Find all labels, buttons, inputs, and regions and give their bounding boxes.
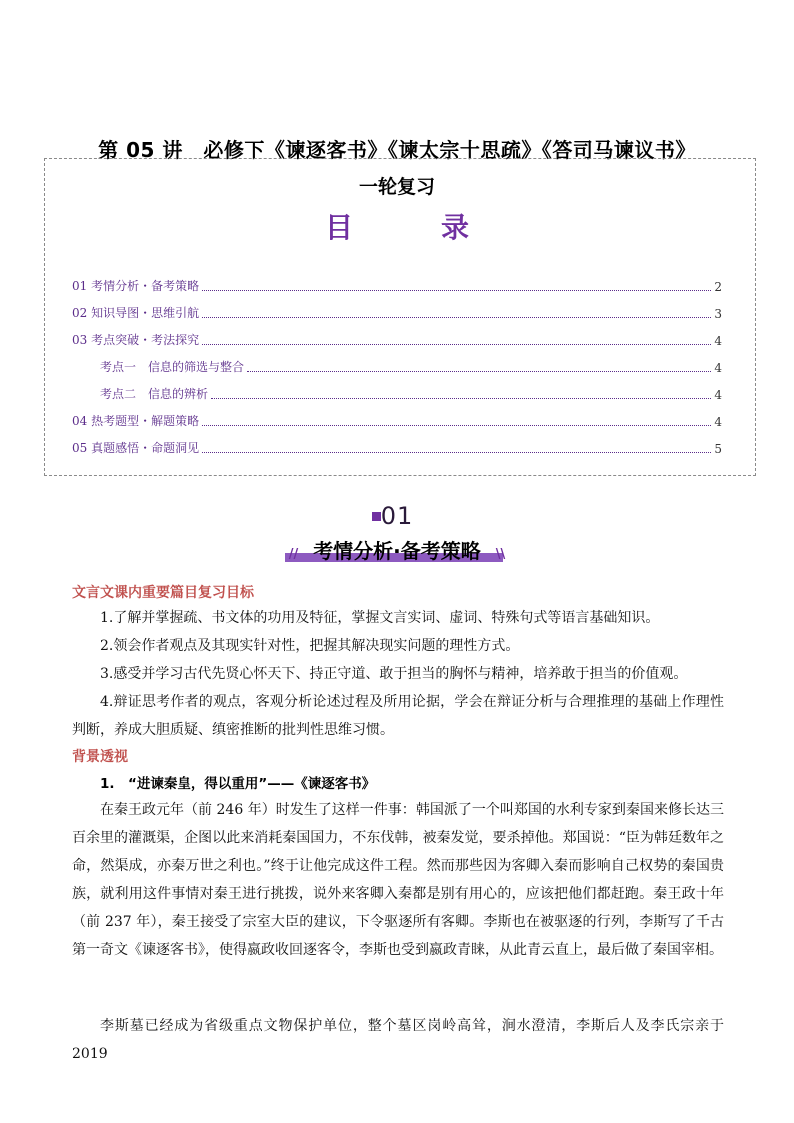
goal-item: 2.领会作者观点及其现实针对性，把握其解决现实问题的理性方式。	[100, 638, 520, 654]
toc-entry[interactable]	[72, 332, 722, 348]
section-banner	[0, 535, 794, 564]
goal-item: 4.辩证思考作者的观点，客观分析论述过程及所用论据，学会在辩证分析与合理推理的基础上作理性判断，养成大胆质疑、缜密推断的批判性思维习惯。	[72, 694, 724, 738]
toc-leader	[211, 397, 711, 399]
toc-entry-label: 01 考情分析・备考策略	[72, 279, 200, 293]
toc-entry-label: 考点二 信息的辨析	[100, 387, 209, 401]
background-paragraph: 李斯墓已经成为省级重点文物保护单位，整个墓区岗岭高耸，涧水澄清，李斯后人及李氏宗亲于 2019	[72, 1018, 724, 1062]
toc-entry-page: 4	[714, 361, 722, 375]
toc-entry[interactable]	[72, 440, 722, 456]
toc-subentry[interactable]	[100, 386, 722, 402]
toc-entry-label: 03 考点突破・考法探究	[72, 333, 200, 347]
banner-right-slash: \\	[495, 547, 506, 562]
toc-entry-page: 4	[714, 415, 722, 429]
section-number: 01	[380, 502, 414, 530]
goal-item: 1.了解并掌握疏、书文体的功用及特征，掌握文言实词、虚词、特殊句式等语言基础知识。	[100, 610, 660, 626]
section-banner-title: 考情分析·备考策略	[313, 539, 481, 563]
toc-entry[interactable]	[72, 278, 722, 294]
document-subtitle: 一轮复习	[358, 176, 435, 198]
toc-entry-label: 02 知识导图・思维引航	[72, 306, 200, 320]
toc-title: 目 录	[324, 211, 499, 244]
background-subheading: 1. “进谏秦皇，得以重用”——《谏逐客书》	[100, 776, 376, 792]
toc-leader	[202, 343, 711, 345]
toc-entry[interactable]	[72, 413, 722, 429]
toc-entry-label: 04 热考题型・解题策略	[72, 414, 200, 428]
document-title: 第 05 讲 必修下《谏逐客书》《谏太宗十思疏》《答司马谏议书》	[98, 138, 696, 162]
banner-left-slash: //	[288, 547, 299, 562]
goals-heading: 文言文课内重要篇目复习目标	[72, 585, 254, 601]
goal-item: 3.感受并学习古代先贤心怀天下、持正守道、敢于担当的胸怀与精神，培养敢于担当的价值观。	[100, 666, 688, 682]
background-paragraph: 在秦王政元年（前 246 年）时发生了这样一件事：韩国派了一个叫郑国的水利专家到秦国来修长达三百余里的灌溉渠，企图以此来消耗秦国国力，不东伐韩，被秦发觉，要杀掉他。郑国说：“臣为韩廷数年之命，然渠成，亦秦万世之利也。”终于让他完成这件工程。然而那些因为客卿入秦而影响自己权势的秦国贵族，就利用这件事情对秦王进行挑拨，说外来客卿入秦都是别有用心的，应该把他们都赶跑。秦王政十年（前 237 年），秦王接受了宗室大臣的建议，下令驱逐所有客卿。李斯也在被驱逐的行列，李斯写了千古第一奇文《谏逐客书》，使得嬴政收回逐客令，李斯也受到嬴政青睐，从此青云直上，最后做了秦国宰相。	[72, 802, 724, 958]
toc-entry-page: 3	[714, 307, 722, 321]
background-heading: 背景透视	[72, 749, 128, 765]
toc-entry[interactable]	[72, 305, 722, 321]
toc-entry-page: 4	[714, 388, 722, 402]
toc-leader	[202, 424, 711, 426]
toc-entry-label: 05 真题感悟・命题洞见	[72, 441, 200, 455]
toc-entry-label: 考点一 信息的筛选与整合	[100, 360, 245, 374]
toc-leader	[247, 370, 711, 372]
toc-entry-page: 2	[714, 280, 722, 294]
toc-entry-page: 4	[714, 334, 722, 348]
toc-leader	[202, 316, 711, 318]
toc-leader	[202, 289, 711, 291]
toc-subentry[interactable]	[100, 359, 722, 375]
toc-entry-page: 5	[714, 442, 722, 456]
toc-leader	[202, 451, 711, 453]
